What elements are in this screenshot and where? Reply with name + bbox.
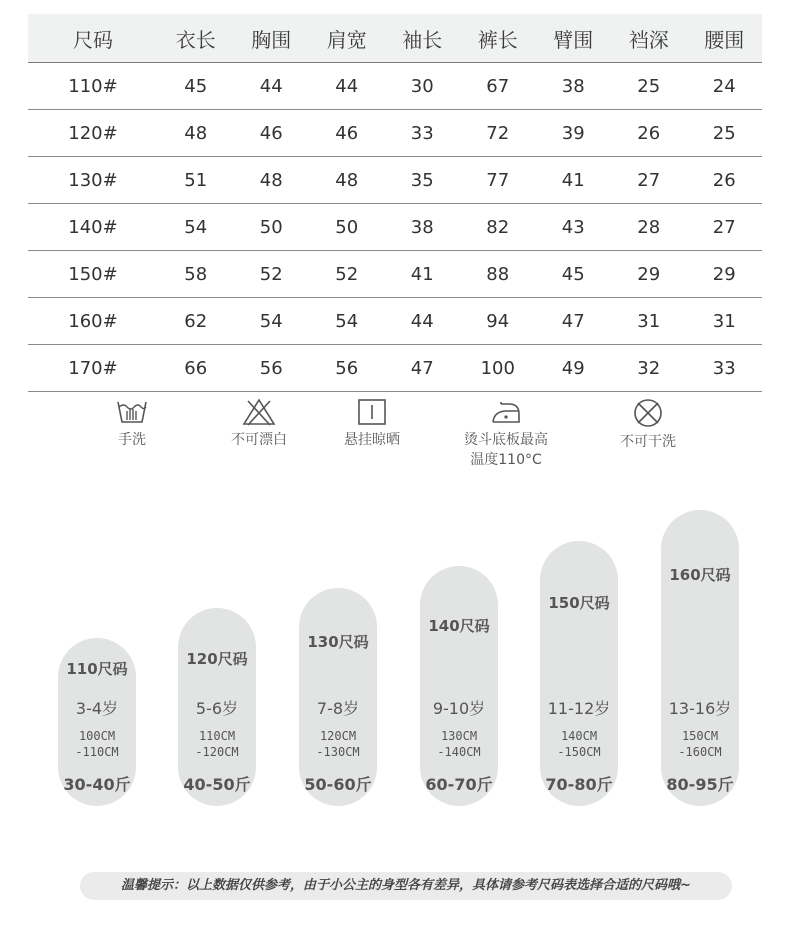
capsule-height-from: 130CM	[440, 729, 478, 743]
capsule-weight: 40-50斤	[183, 775, 251, 794]
capsule-age: 3-4岁	[75, 699, 119, 718]
capsule-size-label: 110尺码	[66, 660, 128, 678]
table-row	[28, 251, 762, 298]
capsule-height-to: -150CM	[557, 745, 601, 759]
measure-cell: 50	[309, 204, 385, 251]
table-row	[28, 63, 762, 110]
measure-cell: 52	[234, 251, 310, 298]
table-row	[28, 298, 762, 345]
table-body	[28, 63, 762, 392]
measure-cell: 52	[309, 251, 385, 298]
measure-cell: 62	[158, 298, 234, 345]
table-header-row	[28, 14, 762, 63]
care-label: 烫斗底板最高	[464, 432, 548, 448]
capsule-height-from: 150CM	[681, 729, 719, 743]
no-dry-clean-icon	[631, 398, 665, 428]
column-header: 臂围	[536, 14, 612, 63]
size-capsule-160	[661, 510, 739, 806]
measure-cell: 43	[536, 204, 612, 251]
size-capsule-120	[178, 608, 256, 806]
measure-cell: 25	[611, 63, 687, 110]
care-label: 不可干洗	[620, 434, 676, 450]
measure-cell: 56	[309, 345, 385, 392]
capsule-size-label: 150尺码	[548, 594, 610, 612]
measure-cell: 28	[611, 204, 687, 251]
measure-cell: 32	[611, 345, 687, 392]
column-header: 裆深	[611, 14, 687, 63]
measure-cell: 27	[611, 157, 687, 204]
measure-cell: 45	[536, 251, 612, 298]
measure-cell: 38	[536, 63, 612, 110]
measure-cell: 46	[234, 110, 310, 157]
size-capsule-150	[540, 541, 618, 806]
measure-cell: 30	[385, 63, 461, 110]
capsule-height-to: -160CM	[678, 745, 722, 759]
measure-cell: 31	[687, 298, 763, 345]
capsule-age: 11-12岁	[547, 699, 611, 718]
measure-cell: 58	[158, 251, 234, 298]
table-row	[28, 204, 762, 251]
measure-cell: 33	[687, 345, 763, 392]
measure-cell: 72	[460, 110, 536, 157]
capsule-height-to: -110CM	[75, 745, 119, 759]
measure-cell: 82	[460, 204, 536, 251]
care-item-hand-wash	[62, 398, 202, 450]
hand-wash-icon	[115, 398, 149, 426]
tip-banner: 温馨提示：以上数据仅供参考，由于小公主的身型各有差异，具体请参考尺码表选择合适的尺码哦~	[80, 872, 732, 900]
measure-cell: 26	[611, 110, 687, 157]
measure-cell: 56	[234, 345, 310, 392]
measure-cell: 27	[687, 204, 763, 251]
capsule-weight: 60-70斤	[425, 775, 493, 794]
measure-cell: 31	[611, 298, 687, 345]
hang-dry-icon	[355, 398, 389, 426]
iron-icon	[489, 398, 523, 426]
column-header: 袖长	[385, 14, 461, 63]
care-item-iron	[436, 398, 576, 470]
measure-cell: 47	[536, 298, 612, 345]
care-item-no-dry-clean	[578, 398, 718, 452]
measure-cell: 94	[460, 298, 536, 345]
measure-cell: 100	[460, 345, 536, 392]
capsule-size-label: 140尺码	[428, 617, 490, 635]
capsule-height-to: -140CM	[437, 745, 481, 759]
measure-cell: 77	[460, 157, 536, 204]
care-item-hang-dry	[302, 398, 442, 450]
measure-cell: 25	[687, 110, 763, 157]
no-bleach-icon	[242, 398, 276, 426]
measure-cell: 33	[385, 110, 461, 157]
size-capsule-110	[58, 638, 136, 806]
capsule-age: 13-16岁	[668, 699, 732, 718]
capsule-height-from: 110CM	[198, 729, 236, 743]
measure-cell: 45	[158, 63, 234, 110]
table-row	[28, 157, 762, 204]
capsule-size-label: 130尺码	[307, 633, 369, 651]
measure-cell: 41	[536, 157, 612, 204]
column-header: 腰围	[687, 14, 763, 63]
capsule-weight: 50-60斤	[304, 775, 372, 794]
size-cell: 130#	[28, 157, 158, 204]
capsule-height-from: 100CM	[78, 729, 116, 743]
capsule-height-from: 120CM	[319, 729, 357, 743]
measure-cell: 49	[536, 345, 612, 392]
column-header: 衣长	[158, 14, 234, 63]
measure-cell: 41	[385, 251, 461, 298]
size-table	[28, 14, 762, 392]
column-header: 肩宽	[309, 14, 385, 63]
measure-cell: 51	[158, 157, 234, 204]
capsule-weight: 80-95斤	[666, 775, 734, 794]
size-cell: 120#	[28, 110, 158, 157]
capsule-height-to: -120CM	[195, 745, 239, 759]
measure-cell: 35	[385, 157, 461, 204]
capsule-height-to: -130CM	[316, 745, 360, 759]
measure-cell: 48	[309, 157, 385, 204]
size-cell: 110#	[28, 63, 158, 110]
capsule-height-from: 140CM	[560, 729, 598, 743]
care-label: 悬挂晾晒	[344, 432, 400, 448]
size-capsule-140	[420, 566, 498, 806]
measure-cell: 46	[309, 110, 385, 157]
measure-cell: 67	[460, 63, 536, 110]
measure-cell: 44	[234, 63, 310, 110]
care-label: 不可漂白	[231, 432, 287, 448]
capsule-size-label: 160尺码	[669, 566, 731, 584]
table-row	[28, 110, 762, 157]
care-label-line2: 温度110°C	[470, 452, 542, 468]
measure-cell: 48	[158, 110, 234, 157]
column-header: 胸围	[234, 14, 310, 63]
capsule-age: 9-10岁	[432, 699, 486, 718]
capsule-weight: 30-40斤	[63, 775, 131, 794]
table-row	[28, 345, 762, 392]
measure-cell: 48	[234, 157, 310, 204]
capsule-size-label: 120尺码	[186, 650, 248, 668]
care-label: 手洗	[118, 432, 146, 448]
measure-cell: 44	[385, 298, 461, 345]
measure-cell: 54	[158, 204, 234, 251]
measure-cell: 39	[536, 110, 612, 157]
size-capsule-130	[299, 588, 377, 806]
measure-cell: 24	[687, 63, 763, 110]
capsule-age: 5-6岁	[195, 699, 239, 718]
capsule-age: 7-8岁	[316, 699, 360, 718]
measure-cell: 38	[385, 204, 461, 251]
measure-cell: 66	[158, 345, 234, 392]
column-header: 裤长	[460, 14, 536, 63]
measure-cell: 54	[309, 298, 385, 345]
size-cell: 170#	[28, 345, 158, 392]
column-header: 尺码	[28, 14, 158, 63]
measure-cell: 88	[460, 251, 536, 298]
measure-cell: 29	[611, 251, 687, 298]
measure-cell: 54	[234, 298, 310, 345]
measure-cell: 50	[234, 204, 310, 251]
measure-cell: 47	[385, 345, 461, 392]
capsule-weight: 70-80斤	[545, 775, 613, 794]
measure-cell: 29	[687, 251, 763, 298]
size-cell: 140#	[28, 204, 158, 251]
measure-cell: 44	[309, 63, 385, 110]
size-cell: 160#	[28, 298, 158, 345]
size-cell: 150#	[28, 251, 158, 298]
measure-cell: 26	[687, 157, 763, 204]
